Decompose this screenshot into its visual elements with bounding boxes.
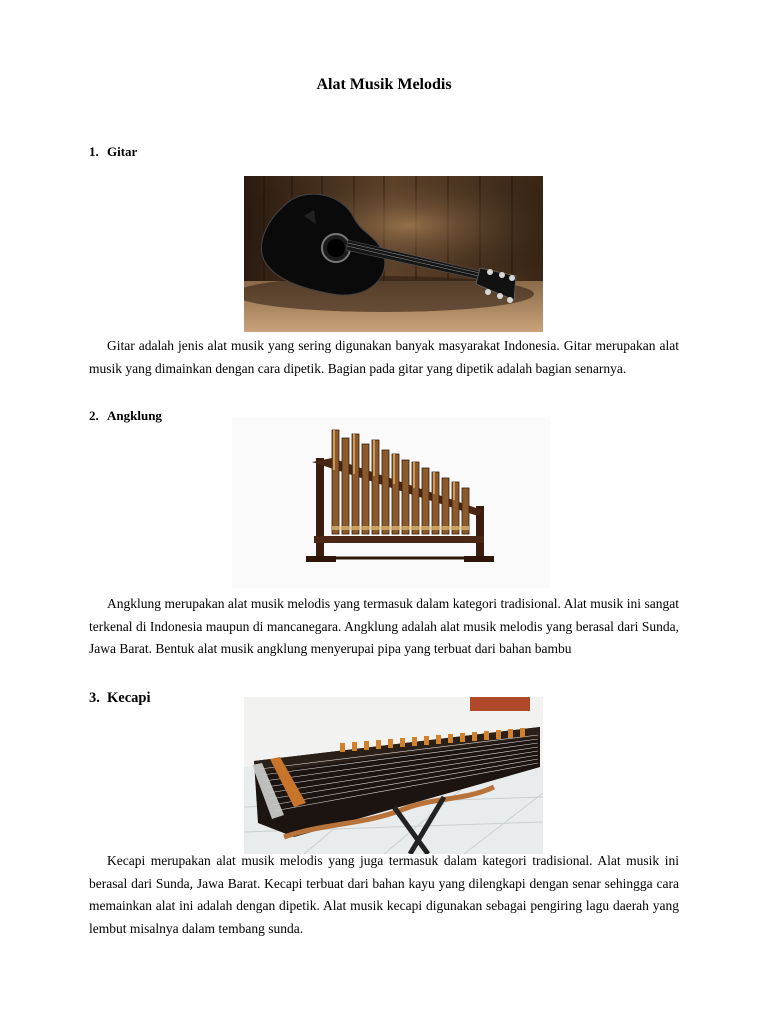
section-title: Angklung xyxy=(107,408,162,423)
section-paragraph-angklung: Angklung merupakan alat musik melodis yang termasuk dalam kategori tradisional. Alat musik ini sangat terkenal di Indonesia maupun di mancanegara. Angklung adalah alat musik melodis yang berasal dari Sunda, Jawa Barat. Bentuk alat musik angklung menyerupai pipa yang terbuat dari bahan bambu xyxy=(89,596,679,657)
section-number: 2. xyxy=(89,408,99,423)
angklung-icon xyxy=(232,418,550,588)
page-title: Alat Musik Melodis xyxy=(316,76,452,93)
section-title: Kecapi xyxy=(107,690,151,706)
section-heading-angklung xyxy=(89,408,162,424)
kecapi-image xyxy=(244,697,543,854)
section-paragraph-gitar: Gitar adalah jenis alat musik yang sering digunakan banyak masyarakat Indonesia. Gitar merupakan alat musik yang dimainkan dengan cara dipetik. Bagian pada gitar yang dipetik adalah bagian senarnya. xyxy=(89,338,679,376)
section-heading-kecapi xyxy=(89,690,151,707)
kecapi-icon xyxy=(244,697,543,854)
guitar-image xyxy=(244,176,543,332)
section-number: 3. xyxy=(89,690,100,706)
section-paragraph-kecapi: Kecapi merupakan alat musik melodis yang juga termasuk dalam kategori tradisional. Alat musik ini berasal dari Sunda, Jawa Barat. Kecapi terbuat dari bahan kayu yang dilengkapi dengan senar sehingga cara memainkan alat ini adalah dengan dipetik. Alat musik kecapi digunakan sebagai pengiring lagu daerah yang lembut misalnya dalam tembang sunda. xyxy=(89,853,679,936)
acoustic-guitar-icon xyxy=(244,176,543,332)
section-heading-gitar xyxy=(89,144,137,160)
section-title: Gitar xyxy=(107,144,138,159)
section-number: 1. xyxy=(89,144,99,159)
angklung-image xyxy=(232,418,550,588)
